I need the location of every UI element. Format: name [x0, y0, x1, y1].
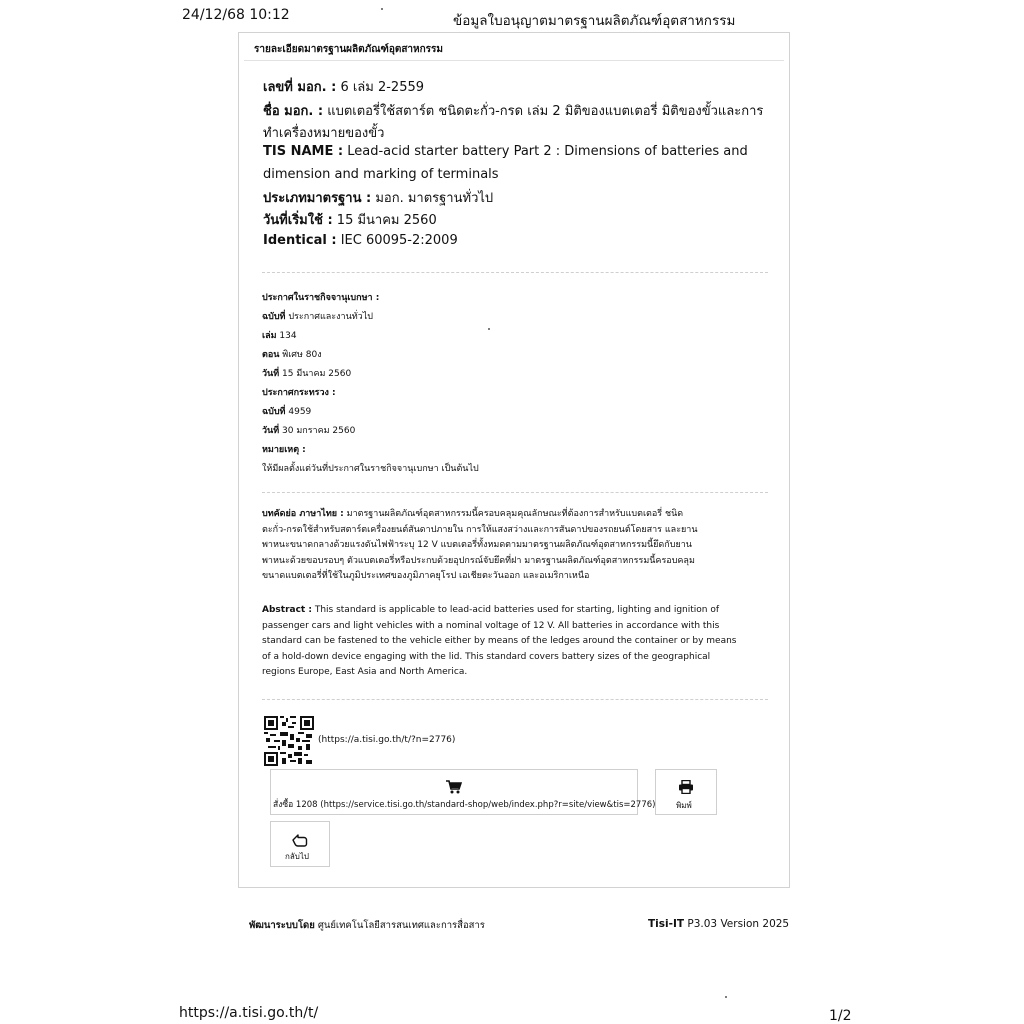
- standard-type-value: มอก. มาตรฐานทั่วไป: [375, 191, 494, 206]
- start-date-label: วันที่เริ่มใช้ :: [263, 213, 333, 228]
- tis-name-th-label: ชื่อ มอก. :: [263, 104, 324, 119]
- print-url: https://a.tisi.go.th/t/: [179, 1005, 319, 1021]
- section-divider: [262, 699, 768, 700]
- scan-speck: [381, 8, 383, 10]
- ministry-date-row: วันที่ 30 มกราคม 2560: [262, 426, 356, 436]
- note-value: ให้มีผลตั้งแต่วันที่ประกาศในราชกิจจานุเบกษา เป็นต้นไป: [262, 464, 479, 474]
- developer-value: ศูนย์เทคโนโลยีสารสนเทศและการสื่อสาร: [317, 920, 485, 931]
- identical-row: [263, 233, 458, 248]
- hand-pointer-icon: [291, 831, 308, 847]
- developer-label: พัฒนาระบบโดย: [249, 920, 315, 931]
- version-info: [648, 918, 789, 930]
- print-page-title: ข้อมูลใบอนุญาตมาตรฐานผลิตภัณฑ์อุตสาหกรรม: [453, 13, 736, 29]
- version-label: Tisi-IT: [648, 918, 685, 930]
- title-divider: [244, 60, 784, 61]
- tis-number-row: [263, 76, 424, 97]
- card-title: รายละเอียดมาตรฐานผลิตภัณฑ์อุตสาหกรรม: [254, 44, 444, 55]
- order-link[interactable]: สั่งซื้อ 1208 (https://service.tisi.go.th/standard-shop/web/index.php?r=site/view&tis=2776): [273, 800, 656, 810]
- note-heading: หมายเหตุ :: [262, 445, 306, 455]
- section-divider: [262, 492, 768, 493]
- ministry-heading: ประกาศกระทรวง :: [262, 388, 336, 398]
- tis-name-en-label: TIS NAME :: [263, 144, 344, 159]
- identical-label: Identical :: [263, 233, 337, 248]
- abstract-en: Abstract : This standard is applicable to lead-acid batteries used for starting, lighting and ignition of passenger cars and light vehicles with a nominal voltage of 12 V. All batteries in accordance with this standard can be fastened to the vehicle either by means of the ledges around the container or by means of a hold-down device engaging with the lid. This standard covers battery sizes of the geographical regions Europe, East Asia and North America.: [262, 605, 737, 677]
- scan-speck: [488, 328, 490, 330]
- abstract-th: บทคัดย่อ ภาษาไทย : มาตรฐานผลิตภัณฑ์อุตสาหกรรมนี้ครอบคลุมคุณลักษณะที่ต้องการสำหรับแบตเตอรี่ ชนิด ตะกั่ว-กรดใช้สำหรับสตาร์ตเครื่องยนต์สันดาปภายใน การให้แสงสว่างและการสันดาปของรถยนต์โดยสาร และยาน พาหนะขนาดกลางด้วยแรงดันไฟฟ้าระบุ 12 V แบตเตอรี่ทั้งหมดตามมาตรฐานผลิตภัณฑ์อุตสาหกรรมนี้ยึดกับยาน พาหนะด้วยขอบรอบๆ ตัวแบตเตอรี่หรือประกบด้วยอุปกรณ์จับยึดที่ฝา มาตรฐานผลิตภัณฑ์อุตสาหกรรมนี้ครอบคลุม ขนาดแบตเตอรี่ที่ใช้ในภูมิประเทศของภูมิภาคยุโรป เอเชียตะวันออก และอเมริกาเหนือ: [262, 509, 698, 581]
- back-label: กลับไป: [285, 852, 309, 861]
- abstract-en-label: Abstract :: [262, 605, 312, 615]
- gazette-issue-row: ฉบับที่ ประกาศและงานทั่วไป: [262, 312, 373, 322]
- tis-number-label: เลขที่ มอก. :: [263, 80, 337, 95]
- start-date-row: [263, 209, 437, 230]
- tis-name-en-value-2: dimension and marking of terminals: [263, 167, 499, 182]
- standard-type-row: [263, 187, 493, 208]
- print-datetime: 24/12/68 10:12: [182, 7, 290, 23]
- ministry-issue-row: ฉบับที่ 4959: [262, 407, 312, 417]
- gazette-date-row: วันที่ 15 มีนาคม 2560: [262, 369, 352, 379]
- print-label: พิมพ์: [676, 801, 692, 810]
- qr-code-icon[interactable]: [264, 716, 314, 766]
- tis-name-th-value-1: แบตเตอรี่ใช้สตาร์ต ชนิดตะกั่ว-กรด เล่ม 2 มิติของแบตเตอรี่ มิติของขั้วและการ: [327, 104, 764, 119]
- cart-icon: [446, 780, 462, 794]
- scan-speck: [725, 996, 727, 998]
- developer-credit: [249, 918, 485, 933]
- tis-name-en-value-1: Lead-acid starter battery Part 2 : Dimensions of batteries and: [347, 144, 748, 159]
- section-divider: [262, 272, 768, 273]
- gazette-heading: ประกาศในราชกิจจานุเบกษา :: [262, 293, 380, 303]
- detail-card: [238, 32, 790, 888]
- tis-number-value: 6 เล่ม 2-2559: [340, 80, 425, 95]
- start-date-value: 15 มีนาคม 2560: [336, 213, 437, 228]
- page-number: 1/2: [829, 1008, 852, 1024]
- identical-value: IEC 60095-2:2009: [340, 233, 458, 248]
- version-value: P3.03 Version 2025: [687, 918, 790, 930]
- gazette-section-row: ตอน พิเศษ 80ง: [262, 350, 322, 360]
- tis-name-en-row: [263, 144, 748, 159]
- qr-url[interactable]: (https://a.tisi.go.th/t/?n=2776): [318, 735, 456, 745]
- printer-icon: [678, 780, 694, 794]
- gazette-volume-row: เล่ม 134: [262, 331, 297, 341]
- standard-type-label: ประเภทมาตรฐาน :: [263, 191, 372, 206]
- tis-name-th-row: [263, 100, 763, 121]
- tis-name-th-value-2: ทำเครื่องหมายของขั้ว: [263, 126, 385, 141]
- abstract-th-label: บทคัดย่อ ภาษาไทย :: [262, 509, 344, 519]
